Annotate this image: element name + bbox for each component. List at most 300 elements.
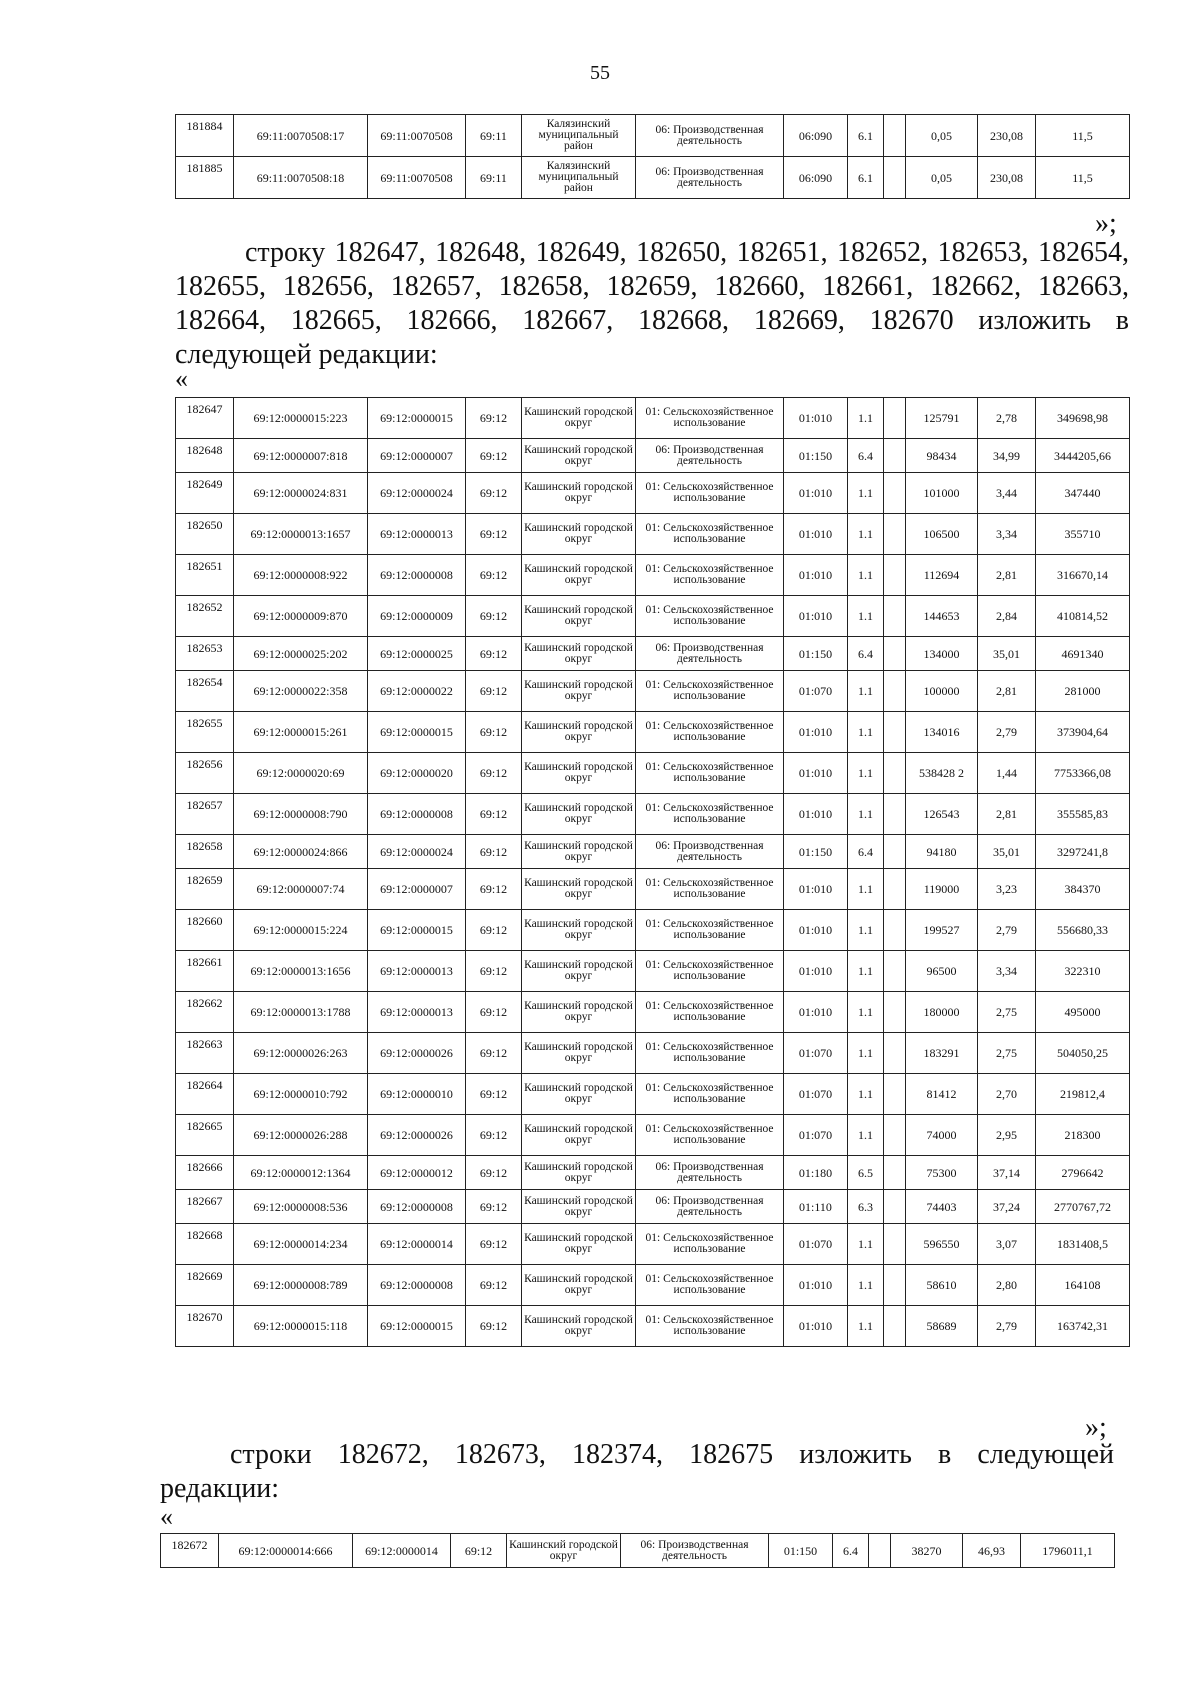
table-row bbox=[176, 753, 1130, 794]
cell-area: 0,05 bbox=[906, 115, 978, 157]
cell-area: 101000 bbox=[906, 473, 978, 514]
cell-district-code: 69:12 bbox=[466, 637, 522, 671]
cell-blank-cell bbox=[884, 1306, 906, 1347]
table-row bbox=[176, 1156, 1130, 1190]
cell-subgroup: 1.1 bbox=[848, 1224, 884, 1265]
cell-cadastral-value: 1831408,5 bbox=[1036, 1224, 1130, 1265]
cell-area: 125791 bbox=[906, 398, 978, 439]
cell-cadastral-quarter: 69:12:0000007 bbox=[368, 439, 466, 473]
cell-specific-value: 2,80 bbox=[978, 1265, 1036, 1306]
cell-land-use-group: 01: Сельскохозяйственное использование bbox=[636, 1306, 784, 1347]
cell-specific-value: 2,84 bbox=[978, 596, 1036, 637]
cell-reg-no: 182662 bbox=[176, 992, 234, 1033]
cell-cadastral-number: 69:12:0000012:1364 bbox=[234, 1156, 368, 1190]
cell-cadastral-quarter: 69:12:0000015 bbox=[368, 712, 466, 753]
cell-blank-cell bbox=[884, 555, 906, 596]
cell-municipality: Кашинский городской округ bbox=[522, 992, 636, 1033]
cell-land-use-group: 01: Сельскохозяйственное использование bbox=[636, 1115, 784, 1156]
cell-area: 134000 bbox=[906, 637, 978, 671]
cell-cadastral-number: 69:12:0000007:74 bbox=[234, 869, 368, 910]
cell-municipality: Кашинский городской округ bbox=[522, 712, 636, 753]
cell-reg-no: 182654 bbox=[176, 671, 234, 712]
cell-subgroup: 1.1 bbox=[848, 398, 884, 439]
cell-subgroup: 6.4 bbox=[848, 637, 884, 671]
cell-blank-cell bbox=[884, 398, 906, 439]
cell-reg-no: 181885 bbox=[176, 157, 234, 199]
cell-land-use-group: 01: Сельскохозяйственное использование bbox=[636, 951, 784, 992]
cell-subgroup: 6.4 bbox=[833, 1534, 869, 1568]
cell-blank-cell bbox=[884, 439, 906, 473]
cell-cadastral-number: 69:12:0000015:261 bbox=[234, 712, 368, 753]
cell-municipality: Кашинский городской округ bbox=[522, 835, 636, 869]
cell-specific-value: 3,07 bbox=[978, 1224, 1036, 1265]
paragraph-line: строки 182672, 182673, 182374, 182675 изложить в следующей bbox=[230, 1439, 1114, 1470]
cell-land-use-group: 01: Сельскохозяйственное использование bbox=[636, 596, 784, 637]
cell-cadastral-value: 7753366,08 bbox=[1036, 753, 1130, 794]
cell-cadastral-quarter: 69:12:0000024 bbox=[368, 835, 466, 869]
cell-specific-value: 1,44 bbox=[978, 753, 1036, 794]
cell-land-use-code: 01:010 bbox=[784, 992, 848, 1033]
cell-district-code: 69:11 bbox=[466, 115, 522, 157]
cadastral-table-bottom bbox=[160, 1533, 1115, 1568]
cell-cadastral-quarter: 69:12:0000008 bbox=[368, 794, 466, 835]
cell-area: 38270 bbox=[891, 1534, 963, 1568]
cell-district-code: 69:12 bbox=[466, 1190, 522, 1224]
cell-cadastral-quarter: 69:12:0000013 bbox=[368, 514, 466, 555]
cell-blank-cell bbox=[884, 1224, 906, 1265]
cell-cadastral-quarter: 69:12:0000010 bbox=[368, 1074, 466, 1115]
table-row bbox=[176, 835, 1130, 869]
cell-district-code: 69:12 bbox=[466, 992, 522, 1033]
cell-municipality: Кашинский городской округ bbox=[522, 794, 636, 835]
cell-area: 126543 bbox=[906, 794, 978, 835]
cell-district-code: 69:12 bbox=[466, 910, 522, 951]
cell-area: 106500 bbox=[906, 514, 978, 555]
cell-reg-no: 182670 bbox=[176, 1306, 234, 1347]
cell-cadastral-number: 69:12:0000024:831 bbox=[234, 473, 368, 514]
cell-specific-value: 2,95 bbox=[978, 1115, 1036, 1156]
cell-reg-no: 182661 bbox=[176, 951, 234, 992]
cell-blank-cell bbox=[884, 671, 906, 712]
cell-land-use-code: 01:150 bbox=[784, 637, 848, 671]
cell-land-use-group: 01: Сельскохозяйственное использование bbox=[636, 753, 784, 794]
cell-land-use-code: 01:010 bbox=[784, 753, 848, 794]
cell-reg-no: 182649 bbox=[176, 473, 234, 514]
table-row bbox=[176, 1306, 1130, 1347]
table-row bbox=[176, 1033, 1130, 1074]
cell-cadastral-number: 69:12:0000007:818 bbox=[234, 439, 368, 473]
cell-reg-no: 182664 bbox=[176, 1074, 234, 1115]
cell-municipality: Кашинский городской округ bbox=[522, 1190, 636, 1224]
cell-district-code: 69:12 bbox=[466, 1224, 522, 1265]
cell-land-use-code: 01:010 bbox=[784, 910, 848, 951]
cell-area: 134016 bbox=[906, 712, 978, 753]
cell-reg-no: 182652 bbox=[176, 596, 234, 637]
cell-blank-cell bbox=[884, 1074, 906, 1115]
cell-subgroup: 1.1 bbox=[848, 671, 884, 712]
cell-blank-cell bbox=[884, 910, 906, 951]
table-row bbox=[176, 1224, 1130, 1265]
cell-specific-value: 37,24 bbox=[978, 1190, 1036, 1224]
cell-cadastral-value: 347440 bbox=[1036, 473, 1130, 514]
cell-cadastral-value: 355585,83 bbox=[1036, 794, 1130, 835]
cell-land-use-group: 06: Производственная деятельность bbox=[636, 115, 784, 157]
cell-subgroup: 1.1 bbox=[848, 596, 884, 637]
cell-municipality: Кашинский городской округ bbox=[522, 1074, 636, 1115]
cell-land-use-group: 06: Производственная деятельность bbox=[636, 1156, 784, 1190]
table-row bbox=[176, 398, 1130, 439]
cell-land-use-code: 06:090 bbox=[784, 157, 848, 199]
paragraph-rows-182672-182675 bbox=[160, 1438, 1114, 1506]
cell-district-code: 69:12 bbox=[466, 1115, 522, 1156]
cell-cadastral-value: 218300 bbox=[1036, 1115, 1130, 1156]
cell-cadastral-number: 69:12:0000025:202 bbox=[234, 637, 368, 671]
cell-municipality: Кашинский городской округ bbox=[522, 596, 636, 637]
cell-subgroup: 1.1 bbox=[848, 1265, 884, 1306]
cell-subgroup: 1.1 bbox=[848, 794, 884, 835]
cell-cadastral-number: 69:12:0000024:866 bbox=[234, 835, 368, 869]
cell-reg-no: 181884 bbox=[176, 115, 234, 157]
table-row bbox=[176, 712, 1130, 753]
cell-blank-cell bbox=[884, 753, 906, 794]
cell-specific-value: 2,81 bbox=[978, 671, 1036, 712]
cell-cadastral-quarter: 69:12:0000009 bbox=[368, 596, 466, 637]
cell-cadastral-number: 69:12:0000026:263 bbox=[234, 1033, 368, 1074]
cell-specific-value: 2,78 bbox=[978, 398, 1036, 439]
cell-subgroup: 1.1 bbox=[848, 1033, 884, 1074]
cell-area: 100000 bbox=[906, 671, 978, 712]
cell-reg-no: 182666 bbox=[176, 1156, 234, 1190]
cell-cadastral-number: 69:12:0000022:358 bbox=[234, 671, 368, 712]
cell-municipality: Калязинский муниципальный район bbox=[522, 115, 636, 157]
cell-cadastral-value: 384370 bbox=[1036, 869, 1130, 910]
cell-area: 74000 bbox=[906, 1115, 978, 1156]
cell-specific-value: 2,81 bbox=[978, 794, 1036, 835]
cell-district-code: 69:12 bbox=[466, 794, 522, 835]
cell-land-use-group: 01: Сельскохозяйственное использование bbox=[636, 514, 784, 555]
cell-cadastral-number: 69:12:0000020:69 bbox=[234, 753, 368, 794]
cell-reg-no: 182650 bbox=[176, 514, 234, 555]
table-row bbox=[176, 951, 1130, 992]
cell-land-use-code: 01:150 bbox=[784, 835, 848, 869]
cell-cadastral-quarter: 69:12:0000013 bbox=[368, 992, 466, 1033]
cell-cadastral-quarter: 69:12:0000008 bbox=[368, 1190, 466, 1224]
table-row bbox=[176, 439, 1130, 473]
cell-subgroup: 1.1 bbox=[848, 473, 884, 514]
table-row bbox=[176, 794, 1130, 835]
cell-land-use-group: 06: Производственная деятельность bbox=[636, 637, 784, 671]
cell-reg-no: 182669 bbox=[176, 1265, 234, 1306]
cell-district-code: 69:12 bbox=[466, 596, 522, 637]
cell-district-code: 69:12 bbox=[466, 951, 522, 992]
cell-district-code: 69:12 bbox=[466, 1306, 522, 1347]
cell-specific-value: 3,34 bbox=[978, 951, 1036, 992]
cell-specific-value: 230,08 bbox=[978, 157, 1036, 199]
cell-municipality: Кашинский городской округ bbox=[522, 555, 636, 596]
cell-district-code: 69:12 bbox=[466, 555, 522, 596]
cell-blank-cell bbox=[884, 869, 906, 910]
cell-cadastral-number: 69:12:0000008:536 bbox=[234, 1190, 368, 1224]
cadastral-table-top bbox=[175, 114, 1130, 199]
cell-land-use-code: 01:010 bbox=[784, 712, 848, 753]
cell-subgroup: 1.1 bbox=[848, 753, 884, 794]
closing-quote-1: »; bbox=[1095, 208, 1117, 239]
cell-land-use-code: 01:010 bbox=[784, 869, 848, 910]
cell-cadastral-value: 316670,14 bbox=[1036, 555, 1130, 596]
cell-cadastral-number: 69:12:0000014:234 bbox=[234, 1224, 368, 1265]
cell-district-code: 69:12 bbox=[466, 1156, 522, 1190]
cell-cadastral-quarter: 69:11:0070508 bbox=[368, 115, 466, 157]
cell-blank-cell bbox=[884, 473, 906, 514]
cell-cadastral-quarter: 69:12:0000026 bbox=[368, 1115, 466, 1156]
cell-land-use-code: 01:010 bbox=[784, 1306, 848, 1347]
cell-cadastral-quarter: 69:12:0000015 bbox=[368, 398, 466, 439]
cell-municipality: Кашинский городской округ bbox=[522, 398, 636, 439]
cell-blank-cell bbox=[884, 1115, 906, 1156]
cell-reg-no: 182660 bbox=[176, 910, 234, 951]
cell-land-use-code: 01:010 bbox=[784, 951, 848, 992]
cell-cadastral-number: 69:12:0000013:1788 bbox=[234, 992, 368, 1033]
cell-area: 144653 bbox=[906, 596, 978, 637]
cell-land-use-group: 01: Сельскохозяйственное использование bbox=[636, 992, 784, 1033]
cell-blank-cell bbox=[884, 1033, 906, 1074]
closing-quote-2: »; bbox=[1085, 1412, 1107, 1443]
cell-cadastral-value: 281000 bbox=[1036, 671, 1130, 712]
paragraph-line: следующей редакции: bbox=[175, 339, 438, 370]
cell-district-code: 69:12 bbox=[451, 1534, 507, 1568]
cell-cadastral-quarter: 69:12:0000026 bbox=[368, 1033, 466, 1074]
cell-area: 112694 bbox=[906, 555, 978, 596]
cell-area: 94180 bbox=[906, 835, 978, 869]
cell-area: 183291 bbox=[906, 1033, 978, 1074]
cell-blank-cell bbox=[884, 514, 906, 555]
cell-blank-cell bbox=[869, 1534, 891, 1568]
cell-area: 58610 bbox=[906, 1265, 978, 1306]
cell-land-use-group: 01: Сельскохозяйственное использование bbox=[636, 1224, 784, 1265]
cell-specific-value: 37,14 bbox=[978, 1156, 1036, 1190]
cell-blank-cell bbox=[884, 1190, 906, 1224]
cell-municipality: Кашинский городской округ bbox=[522, 637, 636, 671]
cell-municipality: Кашинский городской округ bbox=[522, 439, 636, 473]
cell-subgroup: 1.1 bbox=[848, 1306, 884, 1347]
cell-cadastral-quarter: 69:12:0000013 bbox=[368, 951, 466, 992]
cell-cadastral-value: 163742,31 bbox=[1036, 1306, 1130, 1347]
paragraph-line: редакции: bbox=[160, 1473, 280, 1504]
cell-district-code: 69:12 bbox=[466, 753, 522, 794]
cell-subgroup: 6.1 bbox=[848, 157, 884, 199]
cell-land-use-group: 01: Сельскохозяйственное использование bbox=[636, 398, 784, 439]
cell-district-code: 69:12 bbox=[466, 439, 522, 473]
cell-area: 75300 bbox=[906, 1156, 978, 1190]
cell-reg-no: 182658 bbox=[176, 835, 234, 869]
cell-reg-no: 182672 bbox=[161, 1534, 219, 1568]
cell-subgroup: 1.1 bbox=[848, 992, 884, 1033]
cell-cadastral-quarter: 69:12:0000014 bbox=[353, 1534, 451, 1568]
cell-land-use-group: 01: Сельскохозяйственное использование bbox=[636, 555, 784, 596]
cell-area: 98434 bbox=[906, 439, 978, 473]
cell-cadastral-value: 11,5 bbox=[1036, 115, 1130, 157]
cell-municipality: Кашинский городской округ bbox=[522, 1265, 636, 1306]
cell-cadastral-value: 219812,4 bbox=[1036, 1074, 1130, 1115]
cell-municipality: Кашинский городской округ bbox=[522, 951, 636, 992]
table-row bbox=[176, 115, 1130, 157]
cell-land-use-group: 06: Производственная деятельность bbox=[636, 835, 784, 869]
cell-specific-value: 46,93 bbox=[963, 1534, 1021, 1568]
cell-area: 96500 bbox=[906, 951, 978, 992]
cell-cadastral-number: 69:12:0000008:790 bbox=[234, 794, 368, 835]
cell-cadastral-value: 373904,64 bbox=[1036, 712, 1130, 753]
cell-reg-no: 182657 bbox=[176, 794, 234, 835]
cell-land-use-group: 06: Производственная деятельность bbox=[636, 439, 784, 473]
cell-specific-value: 35,01 bbox=[978, 835, 1036, 869]
cell-municipality: Калязинский муниципальный район bbox=[522, 157, 636, 199]
cell-land-use-code: 01:010 bbox=[784, 1265, 848, 1306]
cell-cadastral-quarter: 69:12:0000015 bbox=[368, 910, 466, 951]
cell-district-code: 69:12 bbox=[466, 869, 522, 910]
cell-cadastral-quarter: 69:12:0000025 bbox=[368, 637, 466, 671]
cell-cadastral-value: 410814,52 bbox=[1036, 596, 1130, 637]
cell-reg-no: 182667 bbox=[176, 1190, 234, 1224]
table-row bbox=[176, 473, 1130, 514]
table-row bbox=[176, 992, 1130, 1033]
cell-subgroup: 1.1 bbox=[848, 555, 884, 596]
table-row bbox=[176, 1265, 1130, 1306]
cell-blank-cell bbox=[884, 835, 906, 869]
cell-subgroup: 6.1 bbox=[848, 115, 884, 157]
cell-land-use-group: 01: Сельскохозяйственное использование bbox=[636, 473, 784, 514]
cell-cadastral-value: 2770767,72 bbox=[1036, 1190, 1130, 1224]
cadastral-table-main bbox=[175, 397, 1130, 1347]
cell-subgroup: 6.4 bbox=[848, 439, 884, 473]
cell-subgroup: 6.4 bbox=[848, 835, 884, 869]
cell-area: 58689 bbox=[906, 1306, 978, 1347]
cell-area: 74403 bbox=[906, 1190, 978, 1224]
cell-specific-value: 2,79 bbox=[978, 1306, 1036, 1347]
cell-cadastral-number: 69:12:0000008:789 bbox=[234, 1265, 368, 1306]
cell-land-use-code: 01:180 bbox=[784, 1156, 848, 1190]
cell-land-use-group: 01: Сельскохозяйственное использование bbox=[636, 794, 784, 835]
cell-district-code: 69:12 bbox=[466, 671, 522, 712]
cell-district-code: 69:12 bbox=[466, 473, 522, 514]
cell-land-use-group: 01: Сельскохозяйственное использование bbox=[636, 1265, 784, 1306]
cell-land-use-code: 01:150 bbox=[769, 1534, 833, 1568]
cell-reg-no: 182659 bbox=[176, 869, 234, 910]
cell-cadastral-value: 3297241,8 bbox=[1036, 835, 1130, 869]
cell-reg-no: 182656 bbox=[176, 753, 234, 794]
cell-cadastral-value: 355710 bbox=[1036, 514, 1130, 555]
cell-reg-no: 182663 bbox=[176, 1033, 234, 1074]
table-row bbox=[176, 1074, 1130, 1115]
cell-land-use-group: 01: Сельскохозяйственное использование bbox=[636, 1074, 784, 1115]
cell-land-use-code: 01:010 bbox=[784, 794, 848, 835]
cell-cadastral-quarter: 69:12:0000015 bbox=[368, 1306, 466, 1347]
paragraph-line: 182664, 182665, 182666, 182667, 182668, 182669, 182670 изложить в bbox=[175, 305, 1129, 336]
table-row bbox=[176, 596, 1130, 637]
cell-cadastral-quarter: 69:12:0000022 bbox=[368, 671, 466, 712]
cell-cadastral-quarter: 69:12:0000012 bbox=[368, 1156, 466, 1190]
cell-cadastral-number: 69:11:0070508:18 bbox=[234, 157, 368, 199]
cell-land-use-code: 01:010 bbox=[784, 596, 848, 637]
cell-specific-value: 2,70 bbox=[978, 1074, 1036, 1115]
opening-quote-2: « bbox=[160, 1502, 173, 1531]
cell-specific-value: 3,44 bbox=[978, 473, 1036, 514]
table-row bbox=[176, 514, 1130, 555]
table-row bbox=[176, 1190, 1130, 1224]
cell-cadastral-quarter: 69:12:0000014 bbox=[368, 1224, 466, 1265]
cell-municipality: Кашинский городской округ bbox=[522, 514, 636, 555]
cell-cadastral-value: 322310 bbox=[1036, 951, 1130, 992]
cell-specific-value: 2,79 bbox=[978, 910, 1036, 951]
cell-land-use-code: 01:070 bbox=[784, 1115, 848, 1156]
cell-district-code: 69:12 bbox=[466, 514, 522, 555]
cell-cadastral-value: 164108 bbox=[1036, 1265, 1130, 1306]
cell-municipality: Кашинский городской округ bbox=[522, 1306, 636, 1347]
cell-cadastral-value: 504050,25 bbox=[1036, 1033, 1130, 1074]
cell-cadastral-number: 69:11:0070508:17 bbox=[234, 115, 368, 157]
cell-municipality: Кашинский городской округ bbox=[522, 910, 636, 951]
table-row bbox=[161, 1534, 1115, 1568]
cell-cadastral-quarter: 69:12:0000007 bbox=[368, 869, 466, 910]
cell-cadastral-value: 556680,33 bbox=[1036, 910, 1130, 951]
cell-cadastral-value: 349698,98 bbox=[1036, 398, 1130, 439]
opening-quote-1: « bbox=[175, 364, 188, 393]
cell-land-use-code: 01:010 bbox=[784, 514, 848, 555]
cell-cadastral-value: 3444205,66 bbox=[1036, 439, 1130, 473]
cell-cadastral-number: 69:12:0000013:1657 bbox=[234, 514, 368, 555]
cell-specific-value: 35,01 bbox=[978, 637, 1036, 671]
cell-area: 538428 2 bbox=[906, 753, 978, 794]
cell-land-use-group: 01: Сельскохозяйственное использование bbox=[636, 1033, 784, 1074]
cell-specific-value: 2,75 bbox=[978, 1033, 1036, 1074]
table-row bbox=[176, 555, 1130, 596]
cell-area: 596550 bbox=[906, 1224, 978, 1265]
cell-municipality: Кашинский городской округ bbox=[522, 869, 636, 910]
cell-cadastral-number: 69:12:0000010:792 bbox=[234, 1074, 368, 1115]
cell-land-use-code: 06:090 bbox=[784, 115, 848, 157]
cell-area: 0,05 bbox=[906, 157, 978, 199]
cell-blank-cell bbox=[884, 637, 906, 671]
cell-cadastral-value: 1796011,1 bbox=[1021, 1534, 1115, 1568]
cell-district-code: 69:12 bbox=[466, 1033, 522, 1074]
cell-reg-no: 182648 bbox=[176, 439, 234, 473]
cell-cadastral-number: 69:12:0000015:223 bbox=[234, 398, 368, 439]
cell-cadastral-value: 2796642 bbox=[1036, 1156, 1130, 1190]
cell-blank-cell bbox=[884, 712, 906, 753]
cell-reg-no: 182668 bbox=[176, 1224, 234, 1265]
table-row bbox=[176, 157, 1130, 199]
cell-specific-value: 230,08 bbox=[978, 115, 1036, 157]
table-row bbox=[176, 869, 1130, 910]
cell-subgroup: 1.1 bbox=[848, 1074, 884, 1115]
cell-cadastral-number: 69:12:0000026:288 bbox=[234, 1115, 368, 1156]
cell-subgroup: 1.1 bbox=[848, 910, 884, 951]
cell-subgroup: 1.1 bbox=[848, 951, 884, 992]
cell-land-use-group: 01: Сельскохозяйственное использование bbox=[636, 910, 784, 951]
cell-land-use-group: 01: Сельскохозяйственное использование bbox=[636, 869, 784, 910]
cell-subgroup: 6.5 bbox=[848, 1156, 884, 1190]
cell-land-use-code: 01:070 bbox=[784, 671, 848, 712]
cell-district-code: 69:12 bbox=[466, 398, 522, 439]
cell-subgroup: 6.3 bbox=[848, 1190, 884, 1224]
cell-cadastral-value: 495000 bbox=[1036, 992, 1130, 1033]
cell-blank-cell bbox=[884, 157, 906, 199]
cell-district-code: 69:11 bbox=[466, 157, 522, 199]
cell-blank-cell bbox=[884, 1156, 906, 1190]
cell-land-use-code: 01:110 bbox=[784, 1190, 848, 1224]
cell-reg-no: 182647 bbox=[176, 398, 234, 439]
cell-land-use-code: 01:010 bbox=[784, 398, 848, 439]
cell-specific-value: 2,79 bbox=[978, 712, 1036, 753]
